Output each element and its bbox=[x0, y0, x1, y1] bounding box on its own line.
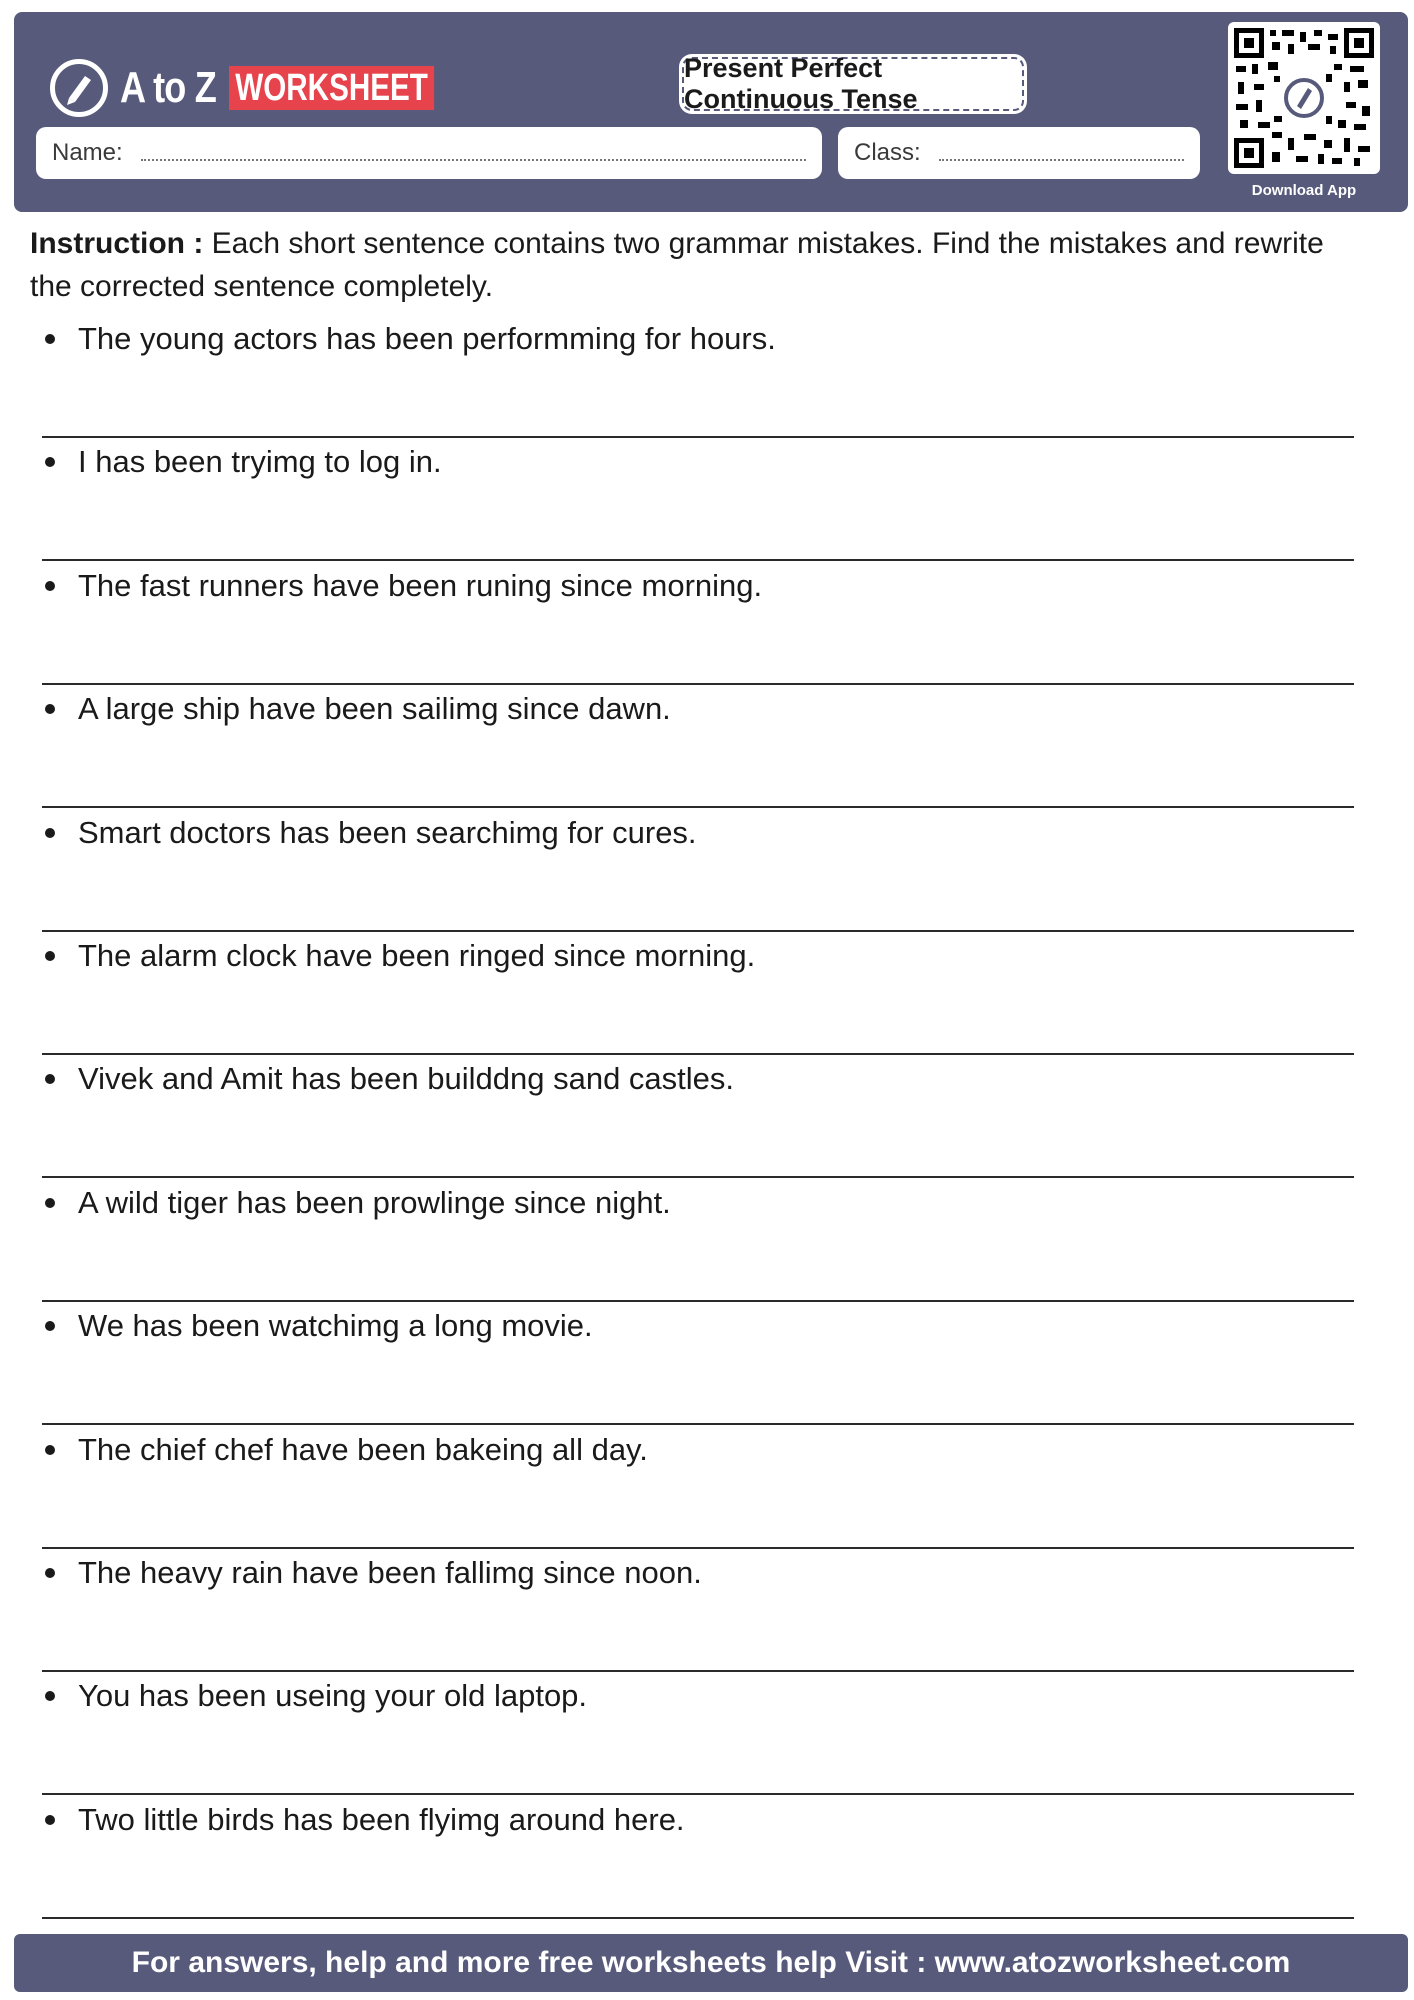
logo-text: A to Z bbox=[120, 63, 216, 112]
question-item bbox=[0, 314, 1414, 437]
bullet-icon bbox=[45, 704, 55, 714]
question-item bbox=[0, 1795, 1414, 1918]
class-label: Class: bbox=[854, 139, 921, 166]
question-item bbox=[0, 931, 1414, 1054]
bullet-icon bbox=[45, 581, 55, 591]
instruction-text: Each short sentence contains two grammar mistakes. Find the mistakes and rewrite the corrected sentence completely. bbox=[30, 227, 1324, 303]
pencil-logo-icon bbox=[50, 59, 108, 117]
question-text: Two little birds has been flyimg around here. bbox=[78, 1802, 685, 1837]
bullet-icon bbox=[45, 1445, 55, 1455]
question-text: The fast runners have been runing since morning. bbox=[78, 568, 763, 603]
question-text: I has been tryimg to log in. bbox=[78, 444, 442, 479]
question-text: Smart doctors has been searchimg for cures. bbox=[78, 815, 697, 850]
bullet-icon bbox=[45, 334, 55, 344]
name-field[interactable] bbox=[36, 127, 822, 179]
bullet-icon bbox=[45, 457, 55, 467]
instruction bbox=[30, 222, 1370, 308]
question-item bbox=[0, 437, 1414, 560]
topic-title: Present Perfect Continuous Tense bbox=[682, 57, 1024, 111]
question-item bbox=[0, 1054, 1414, 1177]
qr-code-icon bbox=[1234, 28, 1374, 168]
instruction-label: Instruction : bbox=[30, 227, 204, 260]
question-text: The alarm clock have been ringed since morning. bbox=[78, 938, 756, 973]
question-text: We has been watchimg a long movie. bbox=[78, 1308, 593, 1343]
footer-banner[interactable]: For answers, help and more free worksheets help Visit : www.atozworksheet.com bbox=[14, 1934, 1408, 1992]
question-item bbox=[0, 561, 1414, 684]
bullet-icon bbox=[45, 1198, 55, 1208]
question-item bbox=[0, 808, 1414, 931]
class-field[interactable] bbox=[838, 127, 1200, 179]
bullet-icon bbox=[45, 951, 55, 961]
question-text: The young actors has been performming for hours. bbox=[78, 321, 776, 356]
question-text: A wild tiger has been prowlinge since night. bbox=[78, 1185, 671, 1220]
question-text: Vivek and Amit has been builddng sand castles. bbox=[78, 1061, 735, 1096]
download-app-caption[interactable]: Download App bbox=[1251, 182, 1357, 199]
name-label: Name: bbox=[52, 139, 123, 166]
bullet-icon bbox=[45, 828, 55, 838]
bullet-icon bbox=[45, 1321, 55, 1331]
question-item bbox=[0, 1425, 1414, 1548]
site-logo[interactable] bbox=[50, 48, 492, 128]
question-text: You has been useing your old laptop. bbox=[78, 1678, 588, 1713]
worksheet-header bbox=[14, 12, 1408, 212]
bullet-icon bbox=[45, 1568, 55, 1578]
logo-badge: WORKSHEET bbox=[229, 66, 434, 110]
question-item bbox=[0, 1178, 1414, 1301]
question-item bbox=[0, 1548, 1414, 1671]
bullet-icon bbox=[45, 1815, 55, 1825]
question-text: A large ship have been sailimg since dawn. bbox=[78, 691, 671, 726]
class-dotted-line bbox=[939, 159, 1184, 161]
question-item bbox=[0, 684, 1414, 807]
question-text: The heavy rain have been fallimg since noon. bbox=[78, 1555, 702, 1590]
qr-code[interactable] bbox=[1228, 22, 1380, 174]
question-item bbox=[0, 1301, 1414, 1424]
answer-line[interactable] bbox=[42, 1917, 1354, 1919]
bullet-icon bbox=[45, 1691, 55, 1701]
bullet-icon bbox=[45, 1074, 55, 1084]
question-item bbox=[0, 1671, 1414, 1794]
question-text: The chief chef have been bakeing all day. bbox=[78, 1432, 648, 1467]
name-dotted-line bbox=[141, 159, 806, 161]
